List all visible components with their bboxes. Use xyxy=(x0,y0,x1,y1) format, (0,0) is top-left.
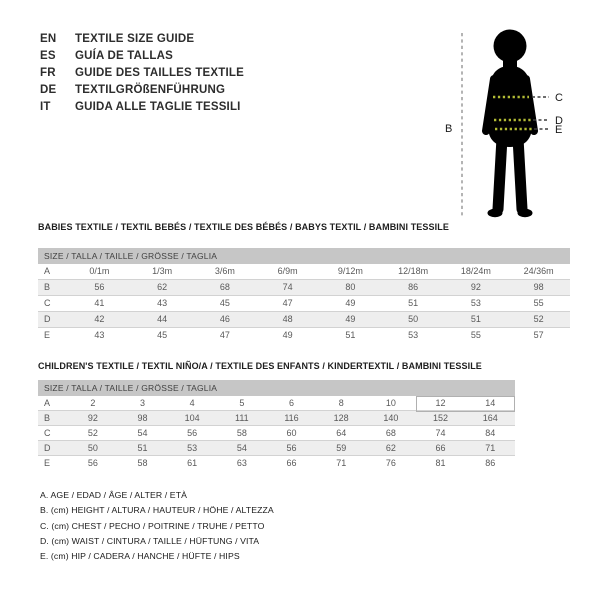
size-cell: 56 xyxy=(286,443,297,453)
size-cell: 8 xyxy=(338,398,344,408)
size-cell: 61 xyxy=(187,458,198,468)
language-row xyxy=(40,31,244,48)
size-cell: 56 xyxy=(87,458,98,468)
size-cell: 104 xyxy=(184,413,200,423)
size-cell: 3 xyxy=(140,398,146,408)
size-cell: 74 xyxy=(435,428,446,438)
language-code: DE xyxy=(40,84,57,96)
size-cell: 140 xyxy=(383,413,399,423)
size-cell: 60 xyxy=(286,428,297,438)
language-row xyxy=(40,48,244,65)
language-row xyxy=(40,82,244,99)
size-cell: 164 xyxy=(482,413,498,423)
size-cell: 68 xyxy=(219,282,230,292)
children-table-rows xyxy=(38,396,515,471)
size-cell: 45 xyxy=(157,330,168,340)
table-row xyxy=(38,411,515,426)
size-cell: 63 xyxy=(236,458,247,468)
size-cell: 41 xyxy=(94,298,105,308)
table-row xyxy=(38,264,570,280)
size-cell: 1/3m xyxy=(152,266,173,276)
language-label: GUIDA ALLE TAGLIE TESSILI xyxy=(75,101,241,113)
language-label: GUÍA DE TALLAS xyxy=(75,50,173,62)
measurement-legend xyxy=(40,488,274,564)
size-cell: 57 xyxy=(533,330,544,340)
row-key: C xyxy=(44,298,51,308)
language-row xyxy=(40,99,244,116)
legend-item-chest: C. (cm) CHEST / PECHO / POITRINE / TRUHE / PETTO xyxy=(40,520,265,531)
size-cell: 5 xyxy=(239,398,245,408)
size-cell: 74 xyxy=(282,282,293,292)
language-label: TEXTILGRÖßENFÜHRUNG xyxy=(75,84,226,96)
language-label: TEXTILE SIZE GUIDE xyxy=(75,33,195,45)
left-leg-shape xyxy=(498,138,502,209)
head-shape xyxy=(494,30,527,63)
left-foot-shape xyxy=(488,209,503,217)
size-cell: 71 xyxy=(336,458,347,468)
size-cell: 49 xyxy=(345,298,356,308)
size-cell: 128 xyxy=(333,413,349,423)
size-cell: 53 xyxy=(187,443,198,453)
row-key: D xyxy=(44,443,51,453)
table-row xyxy=(38,426,515,441)
child-silhouette xyxy=(486,30,534,218)
size-cell: 86 xyxy=(485,458,496,468)
size-cell: 64 xyxy=(336,428,347,438)
table-row xyxy=(38,280,570,296)
babies-table xyxy=(38,248,570,344)
language-row xyxy=(40,65,244,82)
size-cell: 92 xyxy=(470,282,481,292)
size-cell: 4 xyxy=(189,398,195,408)
legend-item-height: B. (cm) HEIGHT / ALTURA / HAUTEUR / HÖHE / ALTEZZA xyxy=(40,505,274,516)
size-cell: 49 xyxy=(282,330,293,340)
table-row xyxy=(38,441,515,456)
size-cell: 12 xyxy=(435,398,446,408)
waist-label: D xyxy=(555,115,563,127)
size-cell: 54 xyxy=(236,443,247,453)
size-cell: 84 xyxy=(485,428,496,438)
size-cell: 55 xyxy=(470,330,481,340)
size-cell: 51 xyxy=(137,443,148,453)
size-cell: 43 xyxy=(157,298,168,308)
size-cell: 9/12m xyxy=(337,266,363,276)
size-header-bar: SIZE / TALLA / TAILLE / GRÖSSE / TAGLIA xyxy=(38,380,515,396)
size-cell: 58 xyxy=(236,428,247,438)
row-key: E xyxy=(44,458,51,468)
size-cell: 48 xyxy=(282,314,293,324)
children-section xyxy=(38,361,515,471)
row-key: B xyxy=(44,413,51,423)
table-row xyxy=(38,312,570,328)
size-cell: 80 xyxy=(345,282,356,292)
size-cell: 3/6m xyxy=(214,266,235,276)
babies-section xyxy=(38,222,570,344)
language-label: GUIDE DES TAILLES TEXTILE xyxy=(75,67,244,79)
size-cell: 47 xyxy=(282,298,293,308)
size-cell: 55 xyxy=(533,298,544,308)
children-heading: CHILDREN'S TEXTILE / TEXTIL NIÑO/A / TEXTILE DES ENFANTS / KINDERTEXTIL / BAMBINI TESSILE xyxy=(38,361,482,371)
legend-item-waist: D. (cm) WAIST / CINTURA / TAILLE / HÜFTUNG / VITA xyxy=(40,535,260,546)
size-cell: 98 xyxy=(533,282,544,292)
size-cell: 14 xyxy=(485,398,496,408)
size-cell: 62 xyxy=(157,282,168,292)
row-key: D xyxy=(44,314,51,324)
size-cell: 111 xyxy=(235,413,249,423)
size-cell: 76 xyxy=(385,458,396,468)
size-cell: 56 xyxy=(187,428,198,438)
size-cell: 24/36m xyxy=(523,266,554,276)
size-cell: 44 xyxy=(157,314,168,324)
size-cell: 51 xyxy=(408,298,419,308)
language-list xyxy=(40,31,244,116)
size-cell: 68 xyxy=(385,428,396,438)
hip-label: E xyxy=(555,124,563,136)
table-row xyxy=(38,396,515,411)
size-cell: 51 xyxy=(470,314,481,324)
language-code: IT xyxy=(40,101,51,113)
table-row xyxy=(38,296,570,312)
size-header-bar: SIZE / TALLA / TAILLE / GRÖSSE / TAGLIA xyxy=(38,248,570,264)
size-cell: 42 xyxy=(94,314,105,324)
size-cell: 54 xyxy=(137,428,148,438)
language-code: FR xyxy=(40,67,56,79)
size-cell: 86 xyxy=(408,282,419,292)
size-cell: 2 xyxy=(90,398,96,408)
size-cell: 10 xyxy=(385,398,396,408)
height-label: B xyxy=(445,123,453,135)
size-cell: 12/18m xyxy=(398,266,429,276)
children-table xyxy=(38,380,515,471)
size-cell: 6 xyxy=(289,398,295,408)
table-row xyxy=(38,456,515,471)
table-row xyxy=(38,328,570,344)
size-cell: 43 xyxy=(94,330,105,340)
size-cell: 53 xyxy=(470,298,481,308)
size-cell: 18/24m xyxy=(460,266,491,276)
size-cell: 47 xyxy=(219,330,230,340)
size-cell: 6/9m xyxy=(277,266,298,276)
language-code: EN xyxy=(40,33,57,45)
size-cell: 59 xyxy=(336,443,347,453)
size-cell: 71 xyxy=(485,443,496,453)
row-key: A xyxy=(44,266,51,276)
row-key: E xyxy=(44,330,51,340)
size-cell: 49 xyxy=(345,314,356,324)
size-cell: 152 xyxy=(433,413,449,423)
size-cell: 45 xyxy=(219,298,230,308)
babies-heading: BABIES TEXTILE / TEXTIL BEBÉS / TEXTILE DES BÉBÉS / BABYS TEXTIL / BAMBINI TESSILE xyxy=(38,222,449,232)
size-cell: 0/1m xyxy=(89,266,110,276)
size-cell: 51 xyxy=(345,330,356,340)
right-leg-shape xyxy=(518,138,522,209)
size-cell: 46 xyxy=(219,314,230,324)
size-cell: 50 xyxy=(87,443,98,453)
size-cell: 66 xyxy=(286,458,297,468)
size-cell: 58 xyxy=(137,458,148,468)
legend-item-hip: E. (cm) HIP / CADERA / HANCHE / HÜFTE / HIPS xyxy=(40,551,240,562)
row-key: C xyxy=(44,428,51,438)
chest-label: C xyxy=(555,92,563,104)
legend-item-age: A. AGE / EDAD / ÂGE / ALTER / ETÀ xyxy=(40,490,188,500)
language-code: ES xyxy=(40,50,56,62)
size-cell: 52 xyxy=(533,314,544,324)
row-key: A xyxy=(44,398,51,408)
size-cell: 56 xyxy=(94,282,105,292)
babies-table-rows xyxy=(38,264,570,344)
size-cell: 92 xyxy=(87,413,98,423)
size-cell: 50 xyxy=(408,314,419,324)
row-key: B xyxy=(44,282,51,292)
size-cell: 62 xyxy=(385,443,396,453)
size-cell: 66 xyxy=(435,443,446,453)
size-cell: 52 xyxy=(87,428,98,438)
size-cell: 81 xyxy=(435,458,446,468)
measurement-figure xyxy=(435,8,575,228)
size-cell: 53 xyxy=(408,330,419,340)
size-cell: 98 xyxy=(137,413,148,423)
size-cell: 116 xyxy=(284,413,299,423)
right-foot-shape xyxy=(518,209,533,217)
child-silhouette-diagram xyxy=(435,8,575,228)
